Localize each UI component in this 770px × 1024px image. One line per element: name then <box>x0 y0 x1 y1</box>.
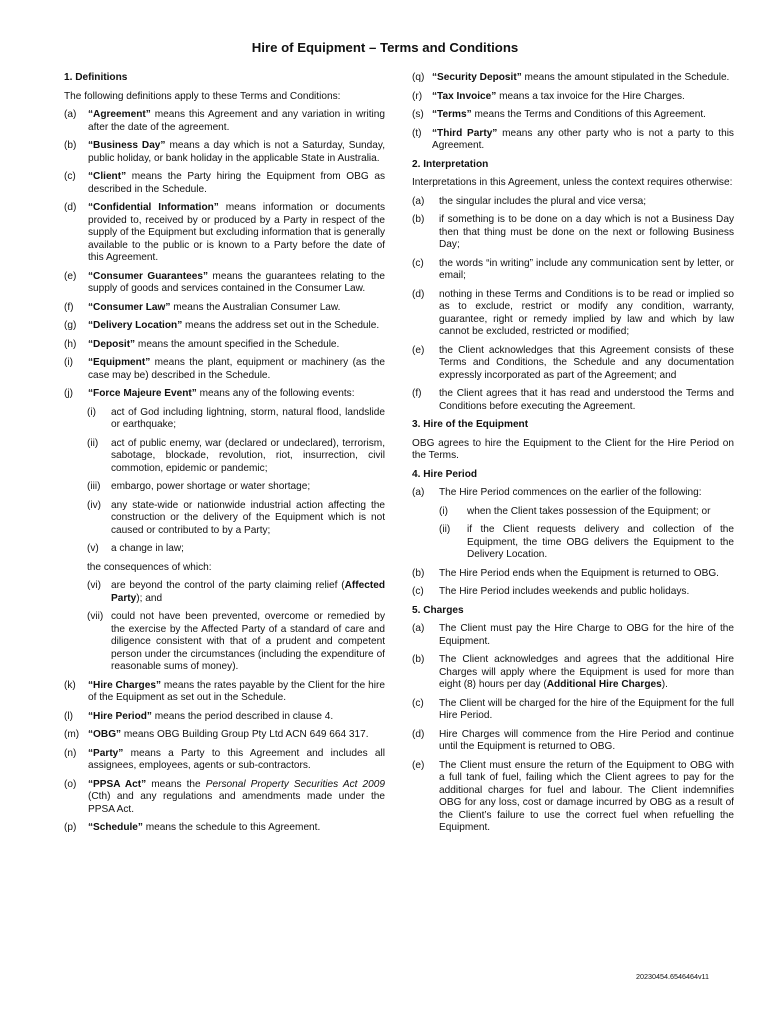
definition-item: (p) “Schedule” means the schedule to this Agreement. <box>64 822 321 833</box>
interpretation-item: (a) the singular includes the plural and vice versa; <box>412 195 647 207</box>
hire-period-item: (c) The Hire Period includes weekends and public holidays. <box>412 586 690 597</box>
definition-item: (m) “OBG” means OBG Building Group Pty Ltd ACN 649 664 317. <box>64 729 369 740</box>
hire-period-item: (a) The Hire Period commences on the earlier of the following: <box>412 487 702 498</box>
definition-item: (k) “Hire Charges” means the rates payable by the Client for the hire of the Equipment as set out in the Schedule. <box>64 679 385 703</box>
sub-item: (iii) embargo, power shortage or water shortage; <box>87 481 311 492</box>
charges-item: (d) Hire Charges will commence from the Hire Period and continue until the Equipment is returned to OBG. <box>412 728 734 752</box>
definition-item: (b) “Business Day” means a day which is not a Saturday, Sunday, public holiday, or bank holiday in the applicable State in Australia. <box>64 140 385 164</box>
definition-item: (i) “Equipment” means the plant, equipment or machinery (as the case may be) described in the Schedule. <box>64 357 385 381</box>
charges-item: (e) The Client must ensure the return of the Equipment to OBG with a full tank of fuel, failing which the Client agrees to pay for the additional charges for fuel and labour. The Client indemnifies OBG for any loss, cost or damage incurred by OBG as a result of the Client’s failure to use the correct fuel when refuelling the Equipment. <box>412 759 734 833</box>
definition-item: (d) “Confidential Information” means information or documents provided to, received by or produced by a Party in respect of the supply of the Equipment but excluding information that is generally available to the public or is known to a Party before the date of this Agreement. <box>64 202 385 263</box>
sub-item: (vi) are beyond the control of the party claiming relief (Affected Party); and <box>87 580 385 604</box>
definition-item: (q) “Security Deposit” means the amount stipulated in the Schedule. <box>412 72 730 83</box>
sub-item: (ii) act of public enemy, war (declared or undeclared), terrorism, sabotage, blockade, revolution, riot, insurrection, civil commotion, epidemic or pandemic; <box>87 437 385 474</box>
sub-item: (i) act of God including lightning, storm, natural flood, landslide or earthquake; <box>87 406 385 430</box>
hire-period-item: (b) The Hire Period ends when the Equipment is returned to OBG. <box>412 567 719 579</box>
definition-item: (a) “Agreement” means this Agreement and any variation in writing after the date of the agreement. <box>64 109 385 133</box>
document-reference: 20230454.6546464v11 <box>636 972 710 981</box>
definition-item: (h) “Deposit” means the amount specified in the Schedule. <box>64 338 340 350</box>
definition-item: (f) “Consumer Law” means the Australian Consumer Law. <box>64 301 341 313</box>
section-heading-interpretation: 2. Interpretation <box>412 158 489 170</box>
sub-item: (v) a change in law; <box>87 543 184 554</box>
definition-item: (n) “Party” means a Party to this Agreement and includes all assignees, employees, agents or sub-contractors. <box>64 747 385 771</box>
definition-item: (c) “Client” means the Party hiring the Equipment from OBG as described in the Schedule. <box>64 171 385 195</box>
sub-item: (ii) if the Client requests delivery and collection of the Equipment, the time OBG delivers the Equipment to the Delivery Location. <box>439 524 734 560</box>
sub-item: (vii) could not have been prevented, overcome or remedied by the exercise by the Affected Party of a standard of care and diligence consistent with that of a prudent and competent person under the circumstances (including the expenditure of reasonable sums of money). <box>87 611 385 672</box>
section-heading-hire-of-equipment: 3. Hire of the Equipment <box>412 419 529 430</box>
right-column <box>412 72 734 841</box>
hire-of-equipment-text: OBG agrees to hire the Equipment to the Client for the Hire Period on the Terms. <box>412 437 734 461</box>
definition-item: (r) “Tax Invoice” means a tax invoice for the Hire Charges. <box>412 90 685 102</box>
definition-item: (t) “Third Party” means any other party who is not a party to this Agreement. <box>412 127 734 151</box>
interpretation-item: (c) the words “in writing” include any communication sent by letter, or email; <box>412 257 734 281</box>
definition-item: (l) “Hire Period” means the period described in clause 4. <box>64 710 334 722</box>
definition-item: (e) “Consumer Guarantees” means the guarantees relating to the supply of goods and services contained in the Consumer Law. <box>64 270 386 294</box>
sub-item: (iv) any state-wide or nationwide industrial action affecting the construction or the delivery of the Equipment which is not caused or contributed to by a Party; <box>87 499 385 536</box>
interpretation-item: (b) if something is to be done on a day which is not a Business Day then that thing must be done on the next or following Business Day; <box>412 214 734 250</box>
definition-item: (g) “Delivery Location” means the address set out in the Schedule. <box>64 320 380 331</box>
charges-item: (b) The Client acknowledges and agrees that the additional Hire Charges will apply where the Equipment is used for more than eight (8) hours per day (Additional Hire Charges). <box>412 654 734 690</box>
document-title: Hire of Equipment – Terms and Conditions <box>251 40 519 55</box>
left-column <box>64 72 385 841</box>
interpretation-intro: Interpretations in this Agreement, unless the context requires otherwise: <box>412 177 733 188</box>
interpretation-item: (f) the Client agrees that it has read and understood the Terms and Conditions before executing the Agreement. <box>412 388 734 412</box>
definition-item: (o) “PPSA Act” means the Personal Property Securities Act 2009 (Cth) and any regulations and amendments made under the PPSA Act. <box>64 778 385 815</box>
definition-item: (s) “Terms” means the Terms and Conditions of this Agreement. <box>412 109 706 120</box>
section-heading-hire-period: 4. Hire Period <box>412 468 478 480</box>
section-heading-definitions: 1. Definitions <box>64 72 128 83</box>
definitions-intro: The following definitions apply to these Terms and Conditions: <box>64 90 341 102</box>
charges-item: (a) The Client must pay the Hire Charge to OBG for the hire of the Equipment. <box>412 623 734 647</box>
consequences-text: the consequences of which: <box>87 561 212 573</box>
section-heading-charges: 5. Charges <box>412 604 464 616</box>
sub-item: (i) when the Client takes possession of the Equipment; or <box>439 505 711 517</box>
charges-item: (c) The Client will be charged for the hire of the Equipment for the full Hire Period. <box>412 697 734 721</box>
interpretation-item: (e) the Client acknowledges that this Agreement consists of these Terms and Conditions, the Schedule and any documentation expressly incorporated as part of the Agreement; and <box>412 344 734 381</box>
definition-item: (j) “Force Majeure Event” means any of the following events: <box>64 388 355 399</box>
interpretation-item: (d) nothing in these Terms and Conditions is to be read or implied so as to exclude, restrict or modify any condition, warranty, guarantee, right or remedy implied by law and which by law cannot be excluded, restricted or modified; <box>412 288 734 337</box>
